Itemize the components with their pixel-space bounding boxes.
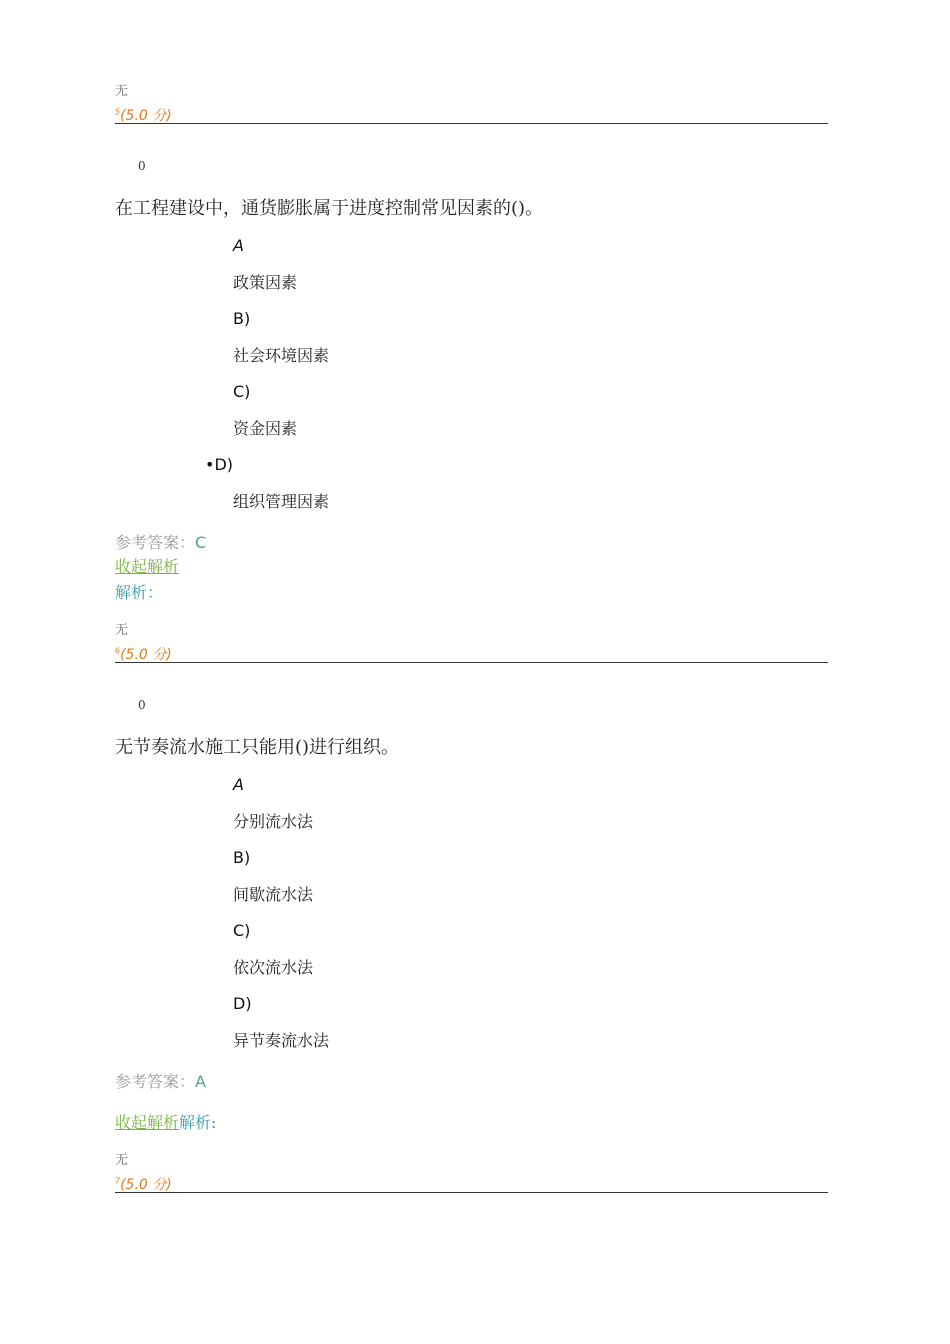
option-b-text[interactable]: 社会环境因素 [233,346,330,365]
analysis-none-text: 无 [115,1153,129,1168]
reference-answer [115,530,206,553]
option-c-text[interactable]: 资金因素 [233,419,298,438]
analysis-none-text: 无 [115,84,129,99]
option-d-letter[interactable]: D) [233,994,252,1013]
score-number: 5 [115,107,121,117]
score-value: (5.0 分) [120,108,172,124]
question-text: 在工程建设中，通货膨胀属于进度控制常见因素的()。 [115,198,544,219]
reference-answer [115,1069,206,1092]
option-d-text[interactable]: 组织管理因素 [233,492,330,511]
option-b-text[interactable]: 间歇流水法 [233,885,314,904]
option-d-text[interactable]: 异节奏流水法 [233,1031,330,1050]
divider [115,1192,828,1193]
score-number: 6 [115,646,121,656]
option-d-letter[interactable]: •D) [205,455,233,474]
analysis-label: 解析： [115,583,164,602]
question-number: 0 [138,159,146,173]
score-label [115,1174,172,1194]
analysis-row [115,1110,216,1133]
collapse-analysis-link[interactable]: 收起解析 [115,557,180,576]
option-c-letter[interactable]: C) [233,382,251,401]
collapse-analysis-link[interactable]: 收起解析 [115,1113,180,1132]
option-a-text[interactable]: 政策因素 [233,273,298,292]
analysis-none-text: 无 [115,623,129,638]
score-label [115,644,172,664]
score-value: (5.0 分) [120,1177,172,1193]
divider [115,662,828,663]
answer-value: A [195,1072,206,1091]
option-c-letter[interactable]: C) [233,921,251,940]
option-c-text[interactable]: 依次流水法 [233,958,314,977]
option-b-letter[interactable]: B) [233,848,251,867]
option-a-letter[interactable]: A [233,236,244,255]
score-label [115,105,172,125]
answer-value: C [195,533,207,552]
question-number: 0 [138,698,146,712]
option-a-letter[interactable]: A [233,775,244,794]
analysis-label: 解析: [179,1113,217,1132]
question-text: 无节奏流水施工只能用()进行组织。 [115,737,400,758]
answer-label: 参考答案： [115,1072,196,1091]
divider [115,123,828,124]
score-value: (5.0 分) [120,647,172,663]
option-a-text[interactable]: 分别流水法 [233,812,314,831]
answer-label: 参考答案： [115,533,196,552]
score-number: 7 [115,1176,121,1186]
option-b-letter[interactable]: B) [233,309,251,328]
